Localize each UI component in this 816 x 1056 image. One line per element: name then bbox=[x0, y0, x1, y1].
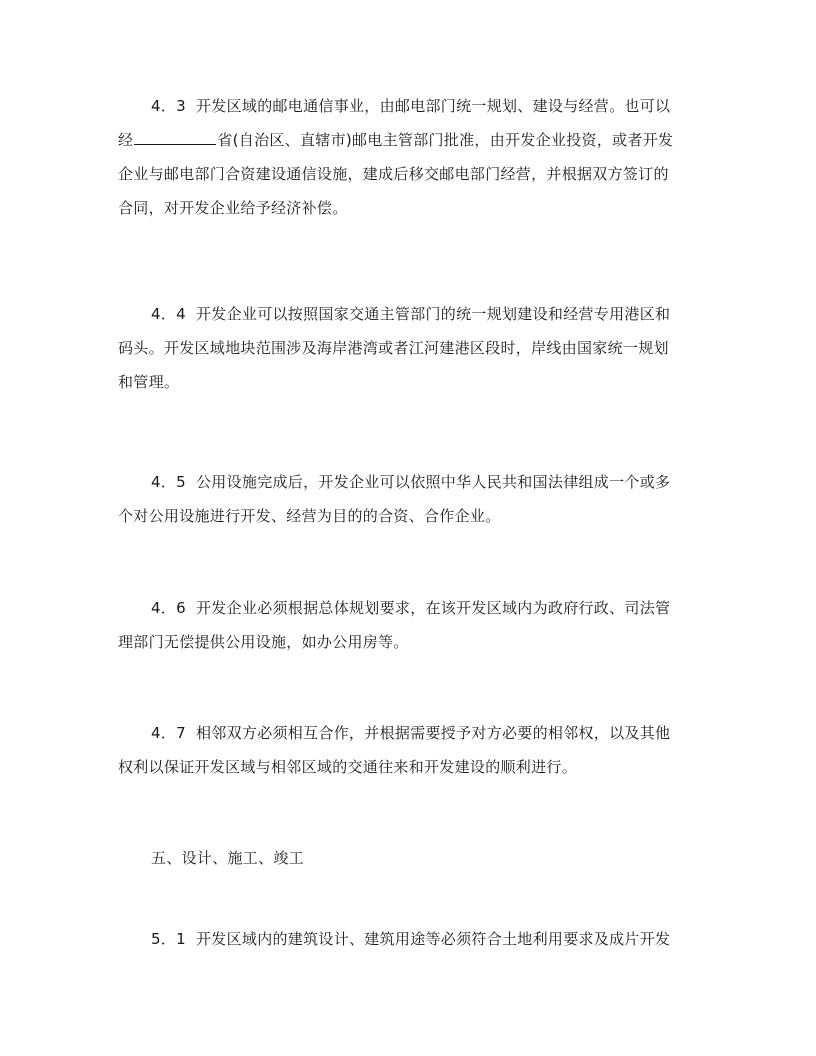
clause-4-7 bbox=[118, 716, 704, 784]
clause-text: 开发企业可以按照国家交通主管部门的统一规划建设和经营专用港区和 bbox=[196, 305, 671, 323]
clause-5-1 bbox=[118, 922, 704, 956]
clause-number: 4．4 bbox=[151, 305, 186, 323]
clause-text: 公用设施完成后，开发企业可以依照中华人民共和国法律组成一个或多 bbox=[196, 473, 671, 491]
clause-number: 4．7 bbox=[151, 724, 186, 742]
clause-text: 开发区域的邮电通信事业，由邮电部门统一规划、建设与经营。也可以 bbox=[196, 97, 671, 115]
clause-text: 企业与邮电部门合资建设通信设施，建成后移交邮电部门经营，并根据双方签订的 bbox=[118, 165, 669, 183]
clause-text: 省(自治区、直辖市)邮电主管部门批准，由开发企业投资，或者开发 bbox=[217, 131, 674, 149]
clause-number: 5．1 bbox=[151, 930, 186, 948]
section-heading: 五、设计、施工、竣工 bbox=[151, 849, 305, 867]
clause-text: 和管理。 bbox=[118, 373, 180, 391]
clause-number: 4．5 bbox=[151, 473, 186, 491]
clause-text: 相邻双方必须相互合作，并根据需要授予对方必要的相邻权，以及其他 bbox=[196, 724, 671, 742]
clause-number: 4．3 bbox=[151, 97, 186, 115]
clause-text: 码头。开发区域地块范围涉及海岸港湾或者江河建港区段时，岸线由国家统一规划 bbox=[118, 339, 669, 357]
clause-4-4 bbox=[118, 297, 704, 399]
clause-4-6 bbox=[118, 591, 704, 659]
section-5 bbox=[118, 841, 704, 875]
clause-4-5 bbox=[118, 465, 704, 533]
clause-text: 开发区域内的建筑设计、建筑用途等必须符合土地利用要求及成片开发 bbox=[196, 930, 671, 948]
clause-text: 个对公用设施进行开发、经营为目的的合资、合作企业。 bbox=[118, 507, 501, 525]
fill-in-blank-field[interactable] bbox=[134, 126, 216, 145]
clause-text: 权利以保证开发区域与相邻区域的交通往来和开发建设的顺利进行。 bbox=[118, 758, 578, 776]
clause-4-3 bbox=[118, 89, 704, 225]
clause-text: 合同，对开发企业给予经济补偿。 bbox=[118, 199, 348, 217]
clause-text: 开发企业必须根据总体规划要求，在该开发区域内为政府行政、司法管 bbox=[196, 599, 671, 617]
clause-text: 理部门无偿提供公用设施，如办公用房等。 bbox=[118, 633, 409, 651]
clause-number: 4．6 bbox=[151, 599, 186, 617]
clause-text: 经 bbox=[118, 131, 134, 149]
